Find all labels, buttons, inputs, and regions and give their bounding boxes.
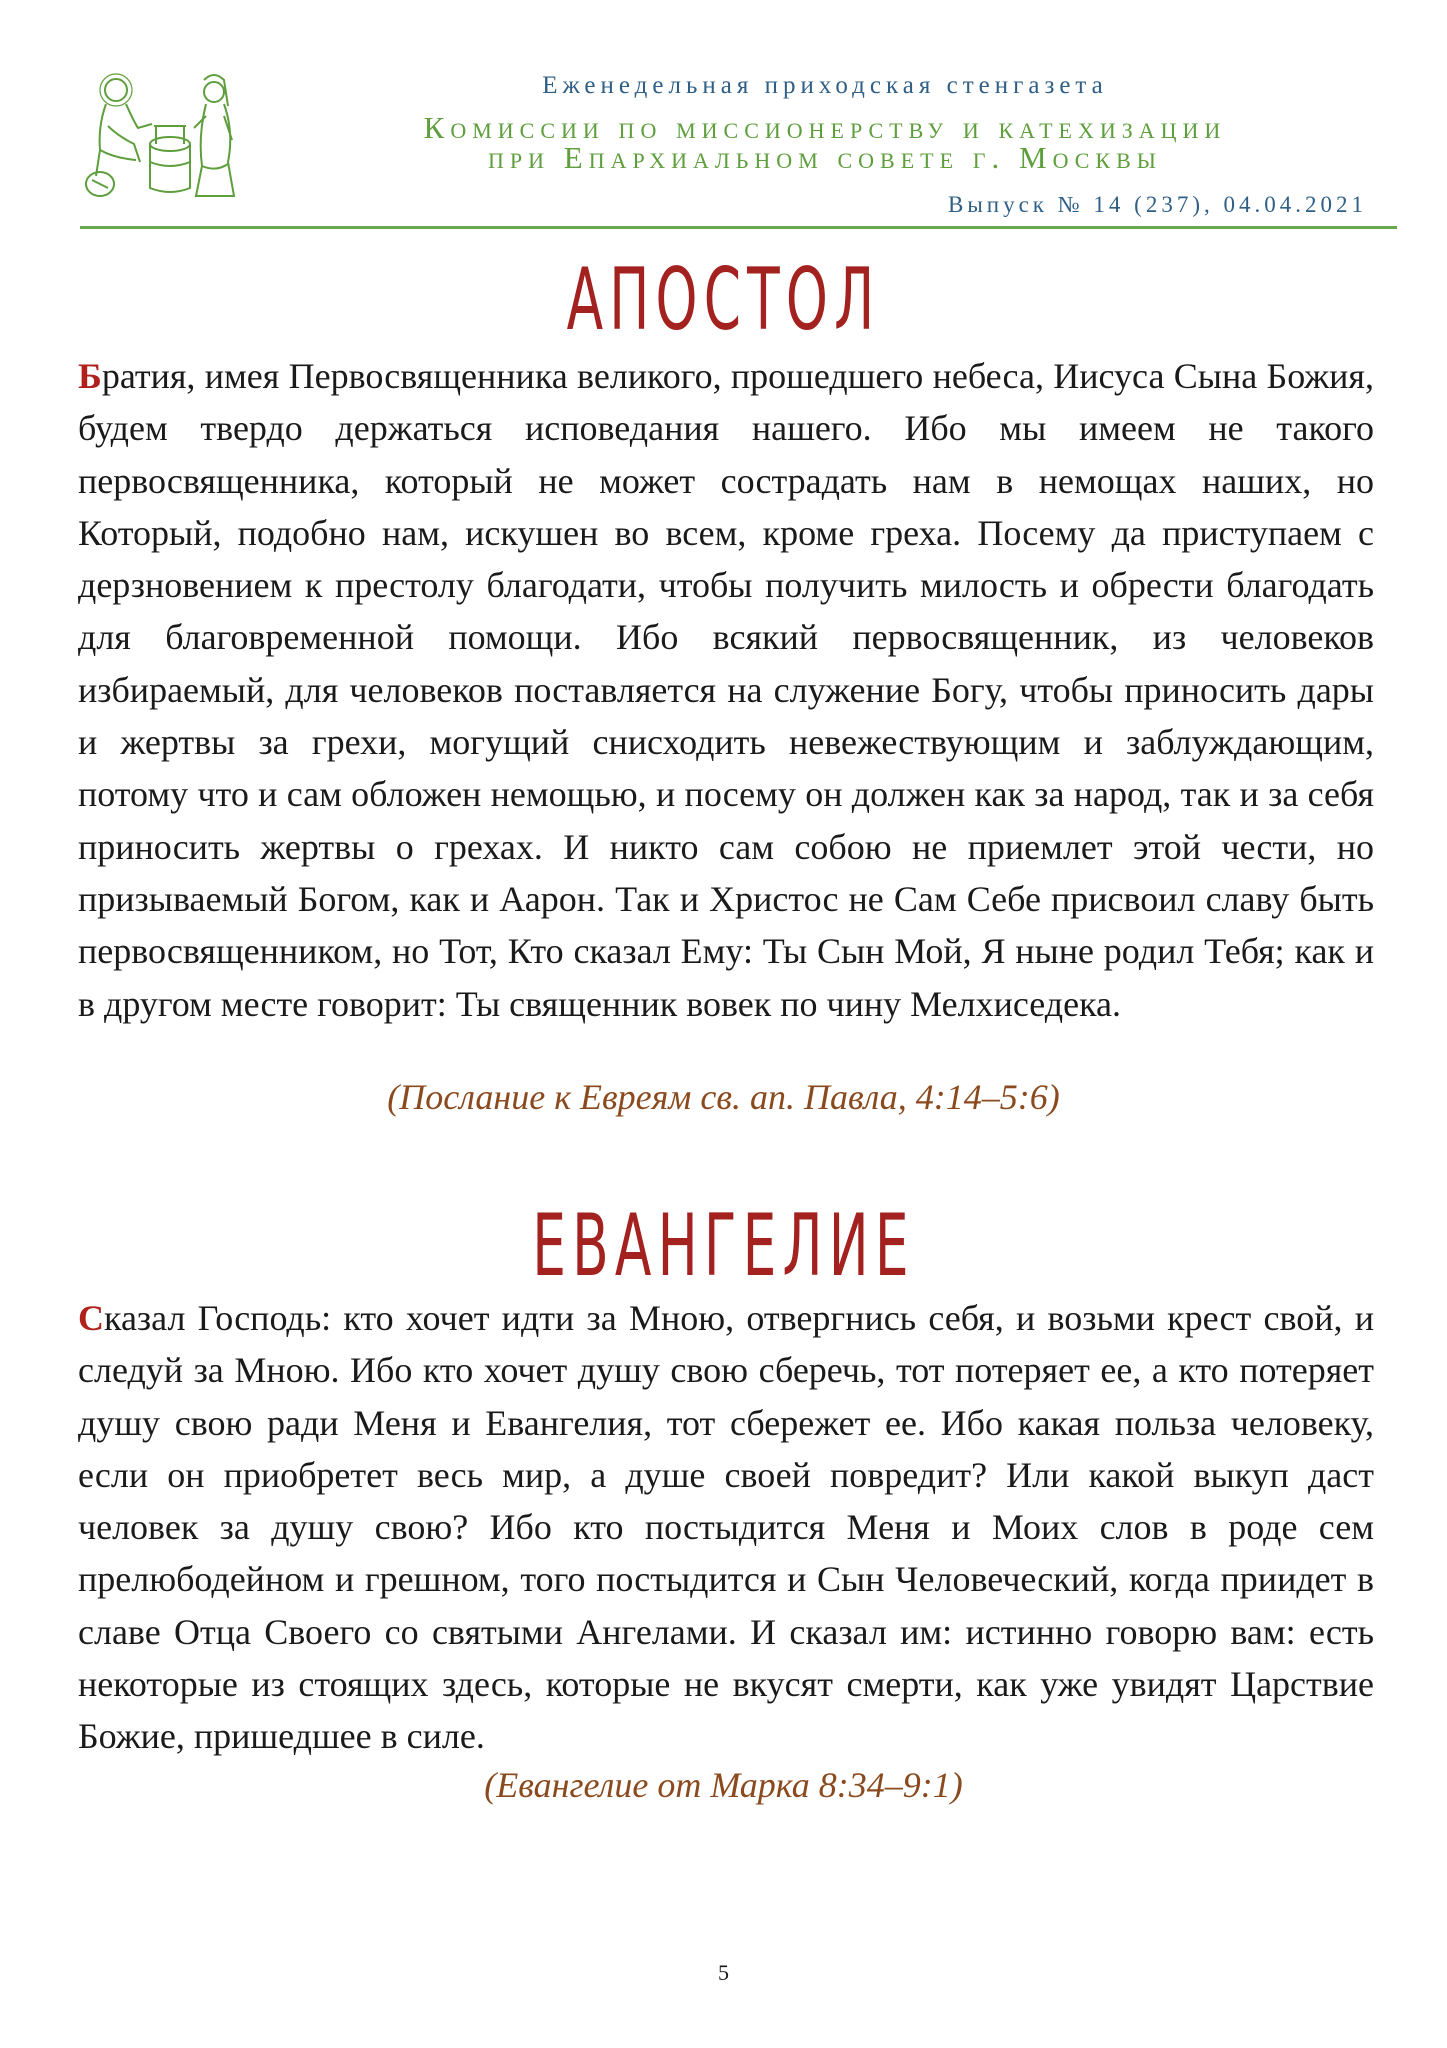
page-number: 5 — [718, 1960, 729, 1985]
apostol-citation: (Послание к Евреям св. ап. Павла, 4:14–5:6) — [387, 1077, 1060, 1117]
gospel-title: ЕВАНГЕЛИЕ — [532, 1196, 915, 1296]
issue-number: Выпуск № 14 (237), 04.04.2021 — [948, 192, 1367, 217]
gospel-dropcap: С — [78, 1298, 104, 1338]
diocesan-council-name: при Епархиальном совете г. Москвы — [488, 140, 1162, 175]
christ-and-samaritan-woman-at-well-icon — [78, 66, 244, 206]
apostol-title: АПОСТОЛ — [566, 250, 881, 350]
commission-name: Комиссии по миссионерству и катехизации — [423, 110, 1227, 145]
header-divider — [80, 226, 1397, 229]
gospel-citation: (Евангелие от Марка 8:34–9:1) — [484, 1765, 963, 1805]
gospel-text: казал Господь: кто хочет идти за Мною, отвергнись себя, и возьми крест свой, и следуй за Мною. Ибо кто хочет душу свою сберечь, тот потеряет ее, а кто потеряет душу свою ради Меня и Евангелия, тот сбережет ее. Ибо какая польза человеку, если он приобретет весь мир, а душе своей повредит? Или какой выкуп даст человек за душу свою? Ибо кто постыдится Меня и Моих слов в роде сем прелюбодейном и грешном, того постыдится и Сын Человеческий, когда приидет в славе Отца Своего со святыми Ангелами. И сказал им: истинно говорю вам: есть некоторые из стоящих здесь, которые не вкусят смерти, как уже увидят Царствие Божие, пришедшее в силе. — [78, 1298, 1374, 1757]
apostol-reading — [78, 350, 1374, 1030]
newspaper-subtitle: Еженедельная приходская стенгазета — [542, 72, 1108, 99]
gospel-reading — [78, 1292, 1374, 1763]
apostol-text: ратия, имея Первосвященника великого, прошедшего небеса, Иисуса Сына Божия, будем твердо держаться исповедания нашего. Ибо мы имеем не такого первосвященника, который не может сострадать нам в немощах наших, но Который, подобно нам, искушен во всем, кроме греха. Посему да приступаем с дерзновением к престолу благодати, чтобы получить милость и обрести благодать для благовременной помощи. Ибо всякий первосвященник, из человеков избираемый, для человеков поставляется на служение Богу, чтобы приносить дары и жертвы за грехи, могущий снисходить невежествующим и заблуждающим, потому что и сам обложен немощью, и посему он должен как за народ, так и за себя приносить жертвы о грехах. И никто сам собою не приемлет этой чести, но призываемый Богом, как и Аарон. Так и Христос не Сам Себе присвоил славу быть первосвященником, но Тот, Кто сказал Ему: Ты Сын Мой, Я ныне родил Тебя; как и в другом месте говорит: Ты священник вовек по чину Мелхиседека. — [78, 356, 1374, 1024]
apostol-dropcap: Б — [78, 356, 102, 396]
